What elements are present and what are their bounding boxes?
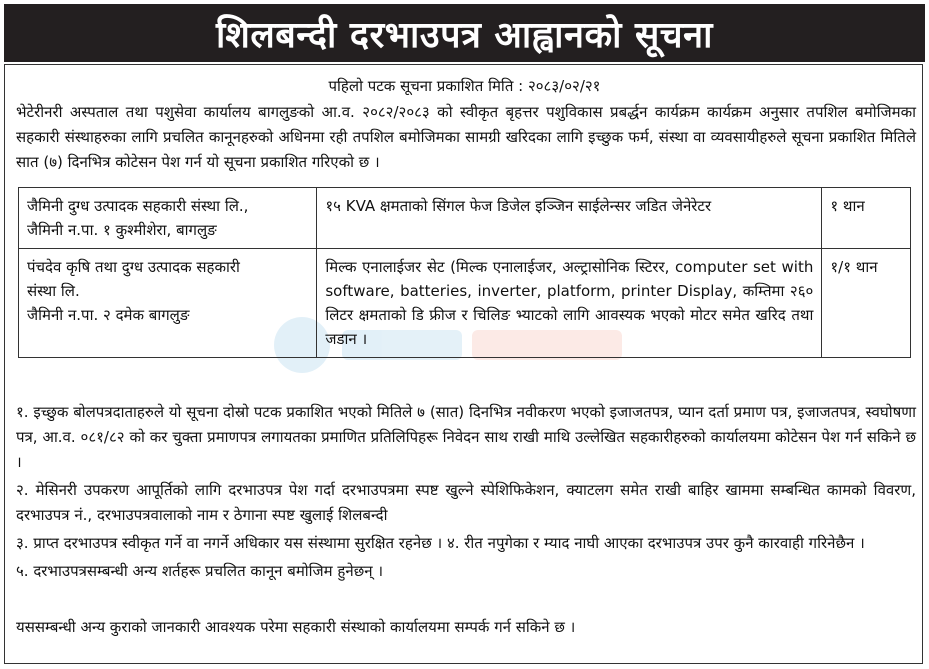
org-name: पंचदेव कृषि तथा दुग्ध उत्पादक सहकारी [27, 258, 240, 276]
org-address: जैमिनी न.पा. १ कुश्मीशेरा, बागलुङ [27, 221, 217, 239]
item-cell: १५ KVA क्षमताको सिंगल फेज डिजेल इञ्जिन साईलेन्सर जडित जेनेरेटर [317, 188, 822, 249]
term-item: ५. दरभाउपत्रसम्बन्धी अन्य शर्तहरू प्रचलित कानून बमोजिम हुनेछन् । [16, 562, 384, 580]
notice-title: शिलबन्दी दरभाउपत्र आह्वानको सूचना [216, 14, 713, 56]
table-row [19, 188, 911, 249]
organization-cell [19, 188, 317, 249]
notice-title-bar [4, 4, 925, 62]
org-address: जैमिनी न.पा. २ दमेक बागलुङ [27, 306, 190, 324]
table-row [19, 249, 911, 358]
item-cell: मिल्क एनालाईजर सेट (मिल्क एनालाईजर, अल्ट्रासोनिक स्टिरर, computer set with software, batteries, inverter, platform, printer Display, कम्तिमा २६० लिटर क्षमताको डि फ्रीज र चिलिङ भ्याटको लागि आवस्यक भएको मोटर समेत खरिद तथा जडान । [317, 249, 822, 358]
quantity-cell: १/१ थान [822, 249, 911, 358]
intro-paragraph: भेटेरीनरी अस्पताल तथा पशुसेवा कार्यालय बागलुङको आ.व. २०८२/२०८३ को स्वीकृत बृहत्तर पशुविकास प्रबर्द्धन कार्यक्रम कार्यक्रम अनुसार तपशिल बमोजिमका सहकारी संस्थाहरुका लागि प्रचलित कानूनहरुको अधिनमा रही तपशिल बमोजिमका सामग्री खरिदका लागि इच्छुक फर्म, संस्था वा व्यवसायीहरुले सूचना प्रकाशित मितिले सात (७) दिनभित्र कोटेसन पेश गर्न यो सूचना प्रकाशित गरिएको छ । [16, 103, 916, 171]
items-table [18, 187, 911, 358]
org-name-continued: संस्था लि. [27, 282, 80, 300]
publication-date: पहिलो पटक सूचना प्रकाशित मिति : २०८३/०२/२१ [328, 77, 601, 95]
quantity-cell: १ थान [822, 188, 911, 249]
organization-cell [19, 249, 317, 358]
terms-list [16, 400, 916, 587]
org-name: जैमिनी दुग्ध उत्पादक सहकारी संस्था लि., [27, 197, 249, 215]
term-item: ३. प्राप्त दरभाउपत्र स्वीकृत गर्ने वा नगर्ने अधिकार यस संस्थामा सुरक्षित रहनेछ । ४. रीत नपुगेका र म्याद नाघी आएका दरभाउपत्र उपर कुनै कारवाही गरिनेछैन । [16, 534, 865, 552]
term-item: १. इच्छुक बोलपत्रदाताहरुले यो सूचना दोस्रो पटक प्रकाशित भएको मितिले ७ (सात) दिनभित्र नवीकरण भएको इजाजतपत्र, प्यान दर्ता प्रमाण पत्र, इजाजतपत्र, स्वघोषणा पत्र, आ.व. ०८१/८२ को कर चुक्ता प्रमाणपत्र लगायतका प्रमाणित प्रतिलिपिहरू निवेदन साथ राखी माथि उल्लेखित सहकारीहरुको कार्यालयमा कोटेसन पेश गर्न सकिने छ । [16, 403, 916, 471]
closing-note: यससम्बन्धी अन्य कुराको जानकारी आवश्यक परेमा सहकारी संस्थाको कार्यालयमा सम्पर्क गर्न सकिने छ । [16, 618, 576, 636]
term-item: २. मेसिनरी उपकरण आपूर्तिको लागि दरभाउपत्र पेश गर्दा दरभाउपत्रमा स्पष्ट खुल्ने स्पेशिफिकेशन, क्याटलग समेत राखी बाहिर खाममा सम्बन्धित कामको विवरण, दरभाउपत्र नं., दरभाउपत्रवालाको नाम र ठेगाना स्पष्ट खुलाई शिलबन्दी [16, 481, 916, 524]
